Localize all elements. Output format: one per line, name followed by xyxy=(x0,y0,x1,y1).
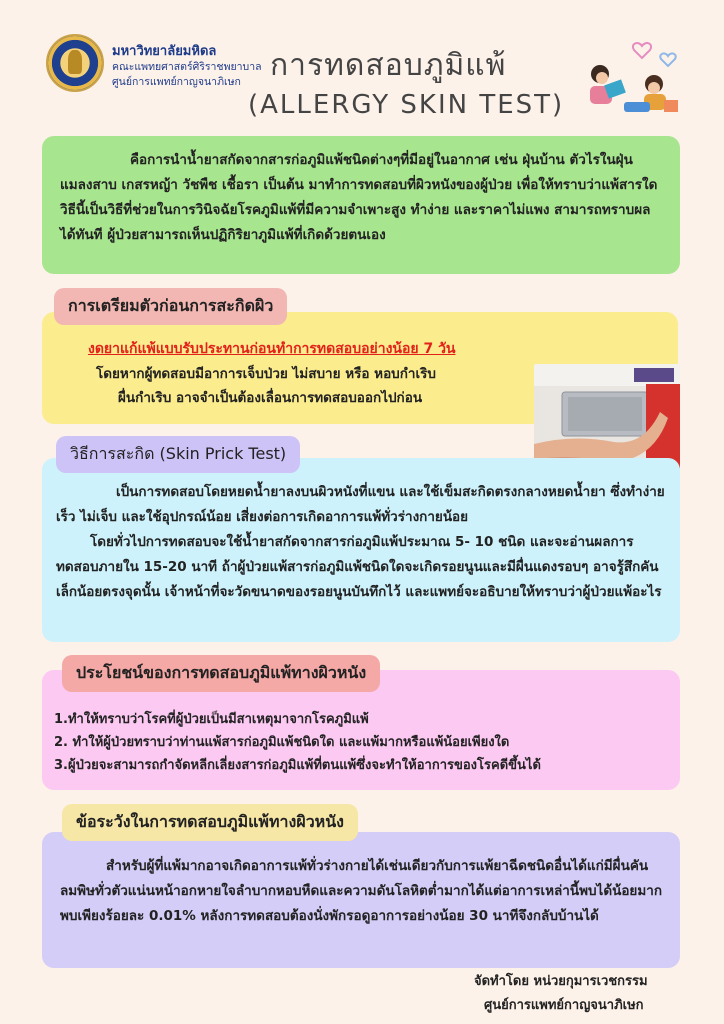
method-paragraph-2: โดยทั่วไปการทดสอบจะใช้น้ำยาสกัดจากสารก่อภูมิแพ้ประมาณ 5- 10 ชนิด และจะอ่านผลการทดสอบภายใน 15-20 นาที ถ้าผู้ป่วยแพ้สารก่อภูมิแพ้ชนิดใดจะเกิดรอยนูนและมีผื่นแดงรอบๆ อาจรู้สึกคันเล็กน้อยตรงจุดนั้น เจ้าหน้าที่จะวัดขนาดของรอยนูนบันทึกไว้ และแพทย์จะอธิบายให้ทราบว่าผู้ป่วยแพ้อะไร xyxy=(56,534,662,600)
page-title-english: (ALLERGY SKIN TEST) xyxy=(248,90,565,120)
precautions-text: สำหรับผู้ที่แพ้มากอาจเกิดอาการแพ้ทั่วร่างกายได้เช่นเดียวกับการแพ้ยาฉีดชนิดอื่นได้แก่มีผื่นคันลมพิษทั่วตัวแน่นหน้าอกหายใจลำบากหอบหืดและความดันโลหิตต่ำมากได้แต่อาการเหล่านี้พบได้น้อยมากพบเพียงร้อยละ 0.01% หลังการทดสอบต้องนั่งพักรอดูอาการอย่างน้อย 30 นาทีจึงกลับบ้านได้ xyxy=(60,858,662,924)
intro-text: คือการนำน้ำยาสกัดจากสารก่อภูมิแพ้ชนิดต่างๆที่มีอยู่ในอากาศ เช่น ฝุ่นบ้าน ตัวไรในฝุ่น แมลงสาบ เกสรหญ้า วัชพืช เชื้อรา เป็นต้น มาทำการทดสอบที่ผิวหนังของผู้ป่วย เพื่อให้ทราบว่าแพ้สารใด วิธีนี้เป็นวิธีที่ช่วยในการวินิจฉัยโรคภูมิแพ้ที่มีความจำเพาะสูง ทำง่าย และราคาไม่แพง สามารถทราบผลได้ทันที ผู้ป่วยสามารถเห็นปฏิกิริยาภูมิแพ้ที่เกิดด้วยตนเอง xyxy=(60,152,658,243)
method-paragraph-1: เป็นการทดสอบโดยหยดน้ำยาลงบนผิวหนังที่แขน และใช้เข็มสะกิดตรงกลางหยดน้ำยา ซึ่งทำง่าย เร็ว ไม่เจ็บ และใช้อุปกรณ์น้อย เสี่ยงต่อการเกิดอาการแพ้ทั่วร่างกายน้อย xyxy=(56,484,665,525)
benefit-item: 3.ผู้ป่วยจะสามารถกำจัดหลีกเลี่ยงสารก่อภูมิแพ้ที่ตนแพ้ซึ่งจะทำให้อาการของโรคดีขึ้นได้ xyxy=(54,758,541,773)
intro-box xyxy=(42,136,680,274)
method-box xyxy=(42,458,680,642)
benefit-item: 1.ทำให้ทราบว่าโรคที่ผู้ป่วยเป็นมีสาเหตุมาจากโรคภูมิแพ้ xyxy=(54,712,369,727)
credit-author: จัดทำโดย หน่วยกุมารเวชกรรม xyxy=(474,974,648,989)
method-heading: วิธีการสะกิด (Skin Prick Test) xyxy=(56,436,300,473)
center-name: ศูนย์การแพทย์กาญจนาภิเษก xyxy=(112,76,241,88)
university-name: มหาวิทยาลัยมหิดล xyxy=(112,44,217,59)
preparation-heading: การเตรียมตัวก่อนการสะกิดผิว xyxy=(54,288,287,325)
benefit-item: 2. ทำให้ผู้ป่วยทราบว่าท่านแพ้สารก่อภูมิแพ้ชนิดใด และแพ้มากหรือแพ้น้อยเพียงใด xyxy=(54,735,510,750)
university-seal-logo-icon xyxy=(46,34,104,92)
postpone-note-line1: โดยหากผู้ทดสอบมีอาการเจ็บป่วย ไม่สบาย หรือ หอบกำเริบ xyxy=(96,366,436,382)
benefits-heading: ประโยชน์ของการทดสอบภูมิแพ้ทางผิวหนัง xyxy=(62,655,380,692)
precautions-heading: ข้อระวังในการทดสอบภูมิแพ้ทางผิวหนัง xyxy=(62,804,358,841)
children-reading-illustration-icon xyxy=(580,36,690,122)
page-title-thai: การทดสอบภูมิแพ้ xyxy=(270,48,507,83)
precautions-box xyxy=(42,832,680,968)
antihistamine-warning: งดยาแก้แพ้แบบรับประทานก่อนทำการทดสอบอย่างน้อย 7 วัน xyxy=(88,341,456,357)
postpone-note-line2: ผื่นกำเริบ อาจจำเป็นต้องเลื่อนการทดสอบออกไปก่อน xyxy=(118,390,423,406)
faculty-name: คณะแพทยศาสตร์ศิริราชพยาบาล xyxy=(112,61,262,73)
credit-center: ศูนย์การแพทย์กาญจนาภิเษก xyxy=(484,998,644,1013)
